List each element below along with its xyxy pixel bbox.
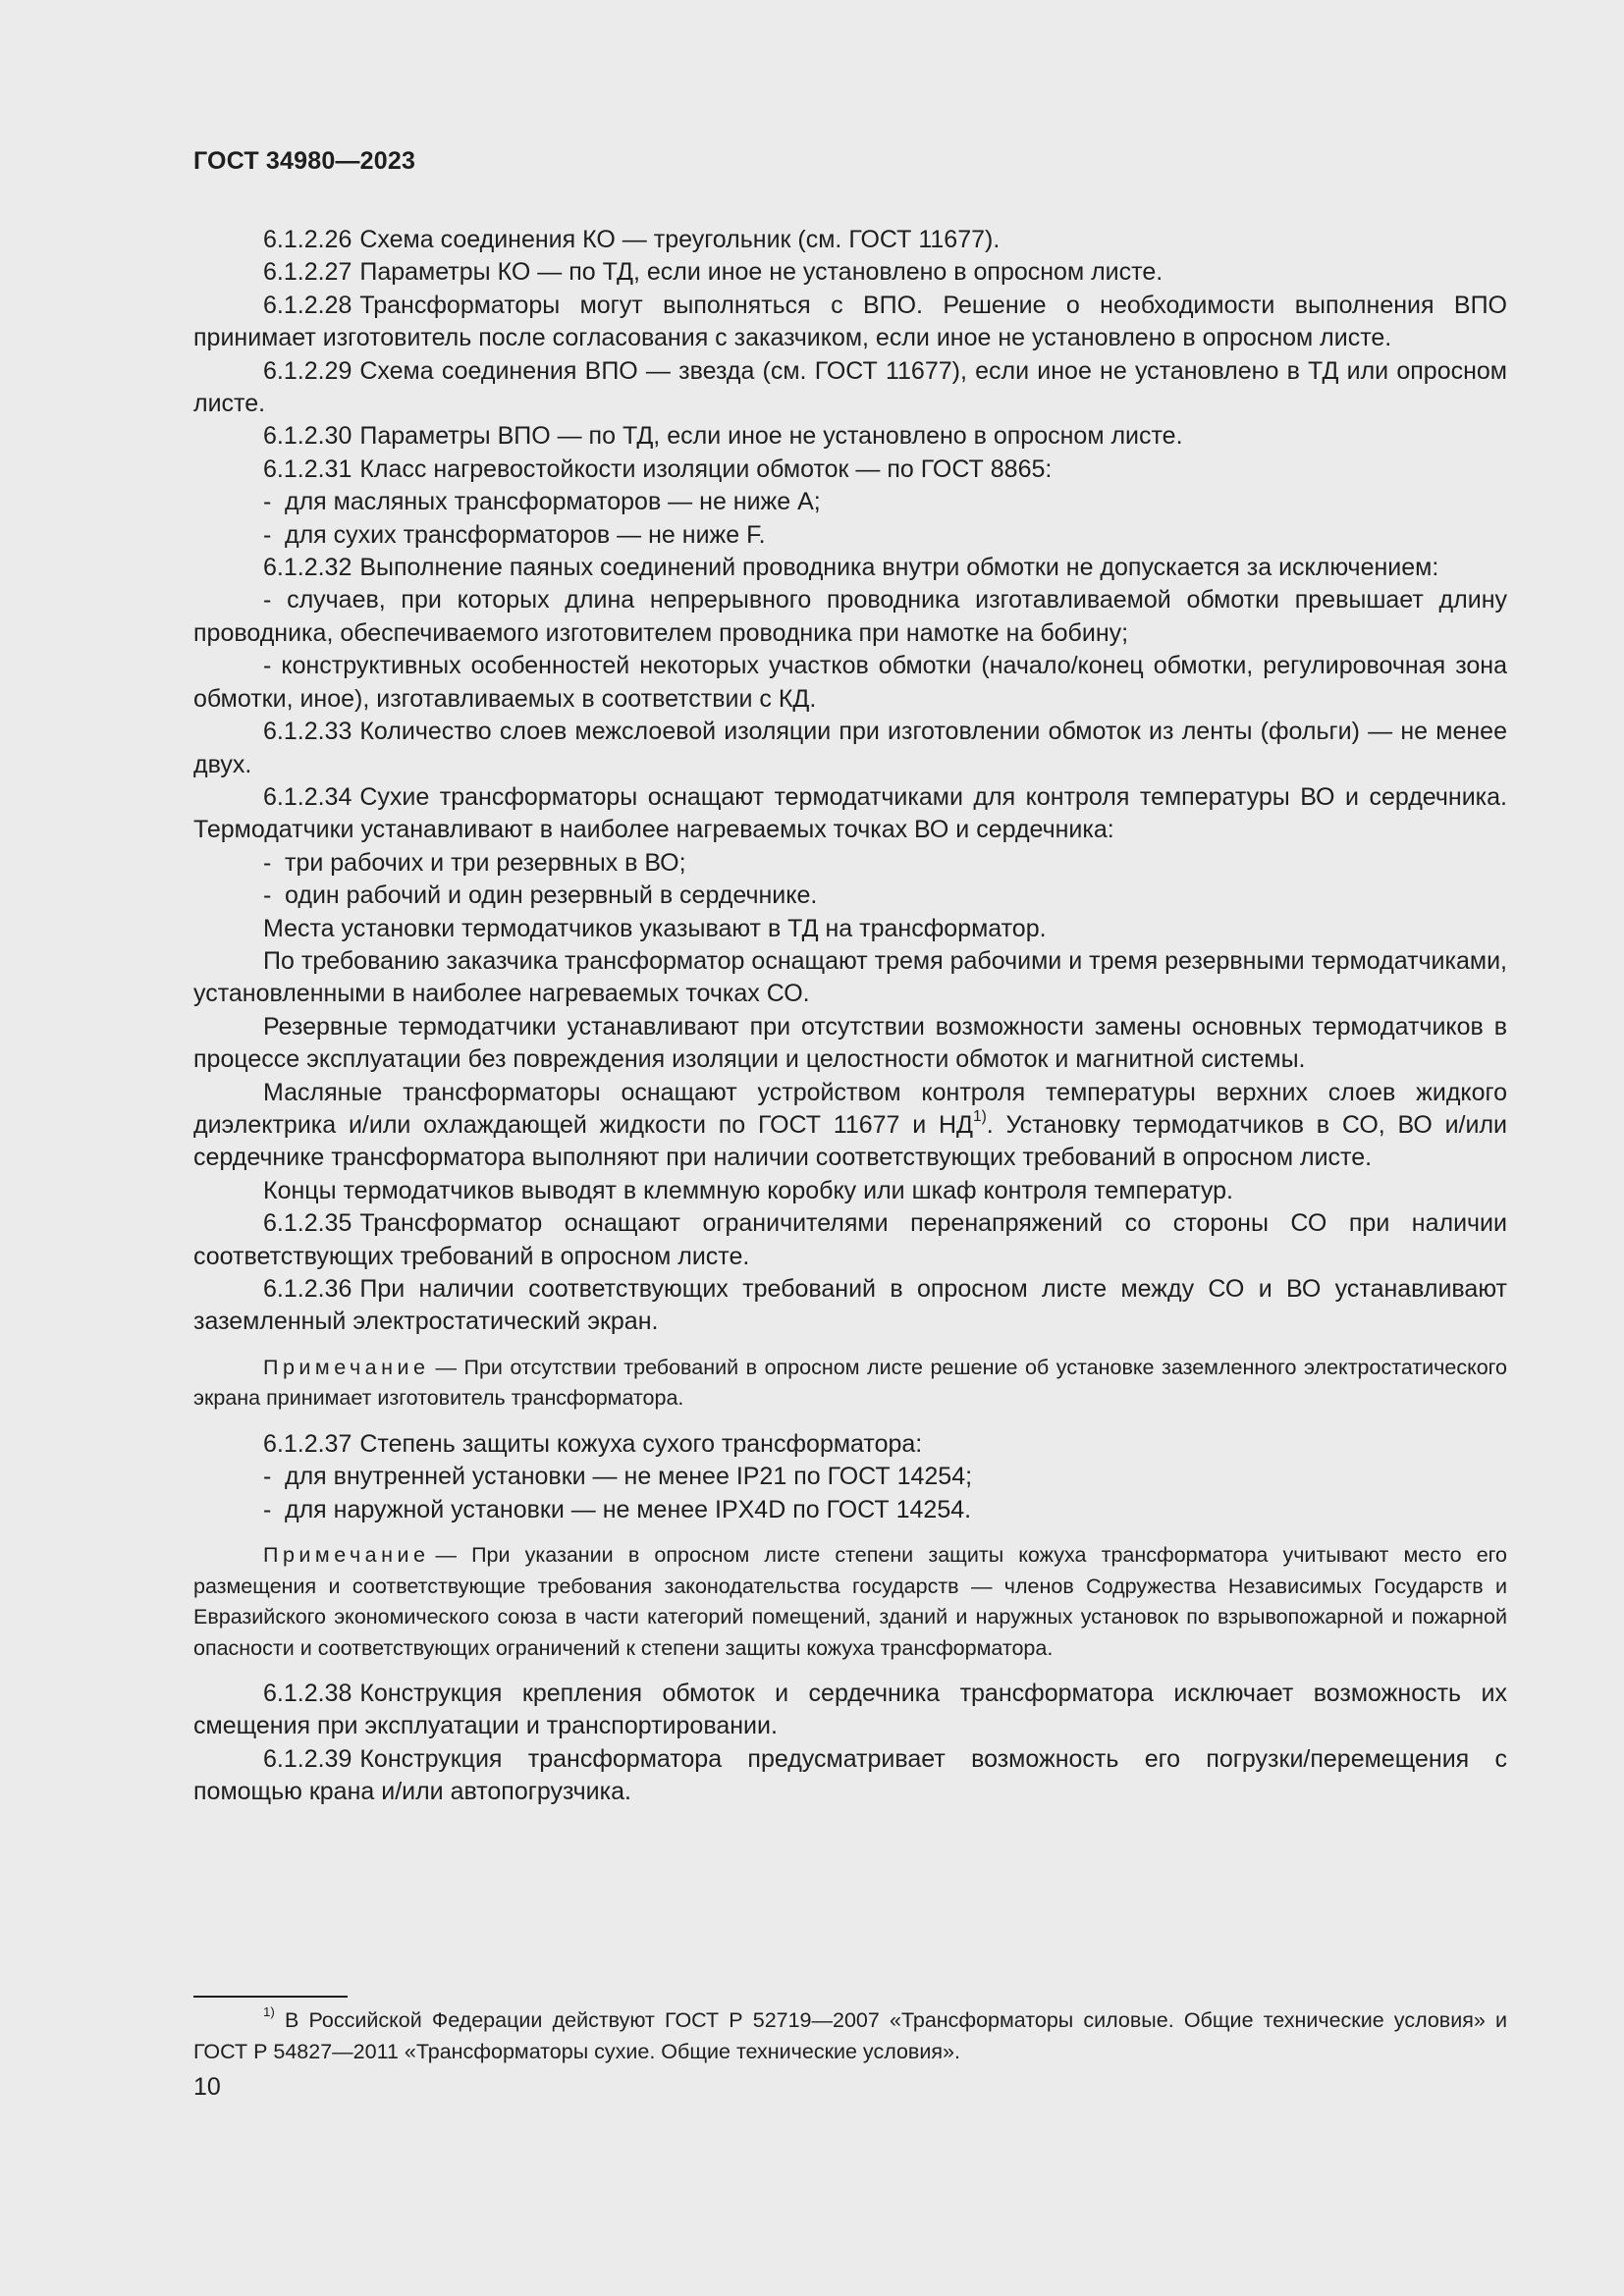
clause-number: 6.1.2.29 — [263, 356, 352, 385]
note-text: — При указании в опросном листе степени защиты кожуха трансформатора учитывают место его размещения и соответствующие требования законодательства государств — членов Содружества Независимых Государств и Евразийского экономического союза в части категорий помещений, зданий и наружных установок по взрывопожарной и пожарной опасности и соответствующих ограничений к степени защиты кожуха трансформатора. — [193, 1543, 1507, 1660]
footnote-text: В Российской Федерации действуют ГОСТ Р 52719—2007 «Трансформаторы силовые. Общие технические условия» и ГОСТ Р 54827—2011 «Трансформаторы сухие. Общие технические условия». — [193, 2008, 1507, 2063]
list-item-text: три рабочих и три резервных в ВО; — [285, 848, 686, 877]
clause-6-1-2-38 — [193, 1678, 1507, 1743]
list-item-text: для внутренней установки — не менее IP21 по ГОСТ 14254; — [285, 1463, 973, 1491]
list-item — [193, 519, 1507, 552]
list-item-text: для наружной установки — не менее IPX4D по ГОСТ 14254. — [285, 1495, 972, 1523]
clause-text: Конструкция трансформатора предусматривает возможность его погрузки/перемещения с помощью крана и/или автопогрузчика. — [193, 1744, 1507, 1806]
clause-number: 6.1.2.33 — [263, 718, 352, 746]
clause-number: 6.1.2.30 — [263, 422, 352, 451]
paragraph-with-footnote-ref — [193, 1077, 1507, 1175]
note — [193, 1540, 1507, 1664]
list-dash: - — [263, 586, 288, 614]
clause-number: 6.1.2.28 — [263, 291, 352, 319]
clause-6-1-2-30 — [193, 420, 1507, 453]
clause-number: 6.1.2.34 — [263, 782, 352, 811]
clause-text: Конструкция крепления обмоток и сердечника трансформатора исключает возможность их смещения при эксплуатации и транспортировании. — [193, 1680, 1507, 1740]
note — [193, 1353, 1507, 1415]
clause-6-1-2-28 — [193, 290, 1507, 355]
list-dash: - — [263, 488, 272, 516]
paragraph: Резервные термодатчики устанавливают при отсутствии возможности замены основных термодатчиков в процессе эксплуатации без повреждения изоляции и целостности обмоток и магнитной системы. — [193, 1012, 1507, 1074]
clause-6-1-2-36 — [193, 1273, 1507, 1339]
footnote — [193, 2005, 1507, 2067]
list-item-text: для масляных трансформаторов — не ниже А; — [285, 488, 821, 516]
list-item-text: один рабочий и один резервный в сердечнике. — [285, 881, 818, 910]
page-number: 10 — [193, 2073, 221, 2101]
clause-text: Схема соединения ВПО — звезда (см. ГОСТ 11677), если иное не установлено в ТД или опросном листе. — [193, 356, 1507, 418]
clause-text: Выполнение паяных соединений проводника внутри обмотки не допускается за исключением: — [359, 554, 1439, 582]
clause-number: 6.1.2.38 — [263, 1680, 352, 1708]
list-item — [193, 847, 1507, 880]
clause-6-1-2-29 — [193, 355, 1507, 421]
clause-text: Схема соединения КО — треугольник (см. ГОСТ 11677). — [359, 226, 1001, 253]
list-item-text: для сухих трансформаторов — не ниже F. — [285, 520, 766, 549]
paragraph-text: Масляные трансформаторы оснащают устройством контроля температуры верхних слоев жидкого диэлектрика и/или охлаждающей жидкости по ГОСТ 11677 и НД — [193, 1078, 1507, 1139]
clause-text: При наличии соответствующих требований в опросном листе между СО и ВО устанавливают заземленный электростатический экран. — [193, 1275, 1507, 1336]
clause-6-1-2-39 — [193, 1743, 1507, 1809]
list-item — [193, 880, 1507, 912]
clause-6-1-2-26 — [193, 224, 1507, 256]
clause-text: Сухие трансформаторы оснащают термодатчиками для контроля температуры ВО и сердечника. Термодатчики устанавливают в наиболее нагреваемых точках ВО и сердечника: — [193, 782, 1507, 844]
clause-6-1-2-27 — [193, 256, 1507, 289]
clause-text: Класс нагревостойкости изоляции обмоток — по ГОСТ 8865: — [359, 454, 1053, 483]
list-dash: - — [263, 652, 282, 680]
list-item-justified — [193, 584, 1507, 650]
list-dash: - — [263, 881, 272, 910]
footnote-divider — [193, 1996, 348, 1998]
clause-number: 6.1.2.31 — [263, 454, 352, 483]
clause-6-1-2-34 — [193, 781, 1507, 847]
clause-number: 6.1.2.32 — [263, 554, 352, 582]
clause-text: Степень защиты кожуха сухого трансформатора: — [359, 1429, 923, 1458]
note-label: Примечание — [263, 1355, 430, 1379]
clause-number: 6.1.2.35 — [263, 1209, 352, 1238]
list-item-justified — [193, 650, 1507, 716]
paragraph: Места установки термодатчиков указывают в ТД на трансформатор. — [263, 914, 1047, 942]
list-item — [193, 1461, 1507, 1493]
paragraph: По требованию заказчика трансформатор оснащают тремя рабочими и тремя резервными термодатчиками, установленными в наиболее нагреваемых точках СО. — [193, 946, 1507, 1008]
list-item-text: случаев, при которых длина непрерывного проводника изготавливаемой обмотки превышает длину проводника, обеспечиваемого изготовителем проводника при намотке на бобину; — [193, 586, 1507, 647]
footnote-mark: 1) — [263, 2004, 275, 2020]
clause-6-1-2-37 — [193, 1428, 1507, 1461]
note-text: — При отсутствии требований в опросном листе решение об установке заземленного электростатического экрана принимает изготовитель трансформатора. — [193, 1355, 1507, 1411]
clause-number: 6.1.2.37 — [263, 1429, 352, 1458]
document-header: ГОСТ 34980—2023 — [193, 147, 416, 175]
clause-number: 6.1.2.27 — [263, 258, 352, 287]
clause-text: Параметры КО — по ТД, если иное не установлено в опросном листе. — [359, 258, 1164, 287]
list-dash: - — [263, 520, 272, 549]
list-dash: - — [263, 848, 272, 877]
document-body — [193, 224, 1507, 1809]
clause-text: Трансформатор оснащают ограничителями перенапряжений со стороны СО при наличии соответствующих требований в опросном листе. — [193, 1209, 1507, 1270]
list-dash: - — [263, 1463, 272, 1491]
list-dash: - — [263, 1495, 272, 1523]
clause-number: 6.1.2.39 — [263, 1744, 352, 1773]
clause-text: Трансформаторы могут выполняться с ВПО. Решение о необходимости выполнения ВПО принимает изготовитель после согласования с заказчиком, если иное не установлено в опросном листе. — [193, 291, 1507, 352]
list-item — [193, 486, 1507, 518]
clause-number: 6.1.2.36 — [263, 1275, 352, 1303]
clause-text: Количество слоев межслоевой изоляции при изготовлении обмоток из ленты (фольги) — не менее двух. — [193, 718, 1507, 778]
clause-6-1-2-33 — [193, 716, 1507, 781]
clause-6-1-2-32 — [193, 552, 1507, 584]
list-item-text: конструктивных особенностей некоторых участков обмотки (начало/конец обмотки, регулировочная зона обмотки, иное), изготавливаемых в соответствии с КД. — [193, 652, 1507, 713]
clause-text: Параметры ВПО — по ТД, если иное не установлено в опросном листе. — [359, 422, 1183, 451]
clause-number: 6.1.2.26 — [263, 226, 352, 253]
clause-6-1-2-35 — [193, 1207, 1507, 1273]
paragraph-text: . Установку термодатчиков в СО, ВО и/или сердечнике трансформатора выполняют при наличии соответствующих требований в опросном листе. — [193, 1110, 1508, 1172]
note-label: Примечание — [263, 1543, 430, 1568]
footnote-reference[interactable]: 1) — [972, 1107, 987, 1125]
list-item — [193, 1494, 1507, 1526]
paragraph: Концы термодатчиков выводят в клеммную коробку или шкаф контроля температур. — [263, 1176, 1234, 1204]
clause-6-1-2-31 — [193, 454, 1507, 486]
